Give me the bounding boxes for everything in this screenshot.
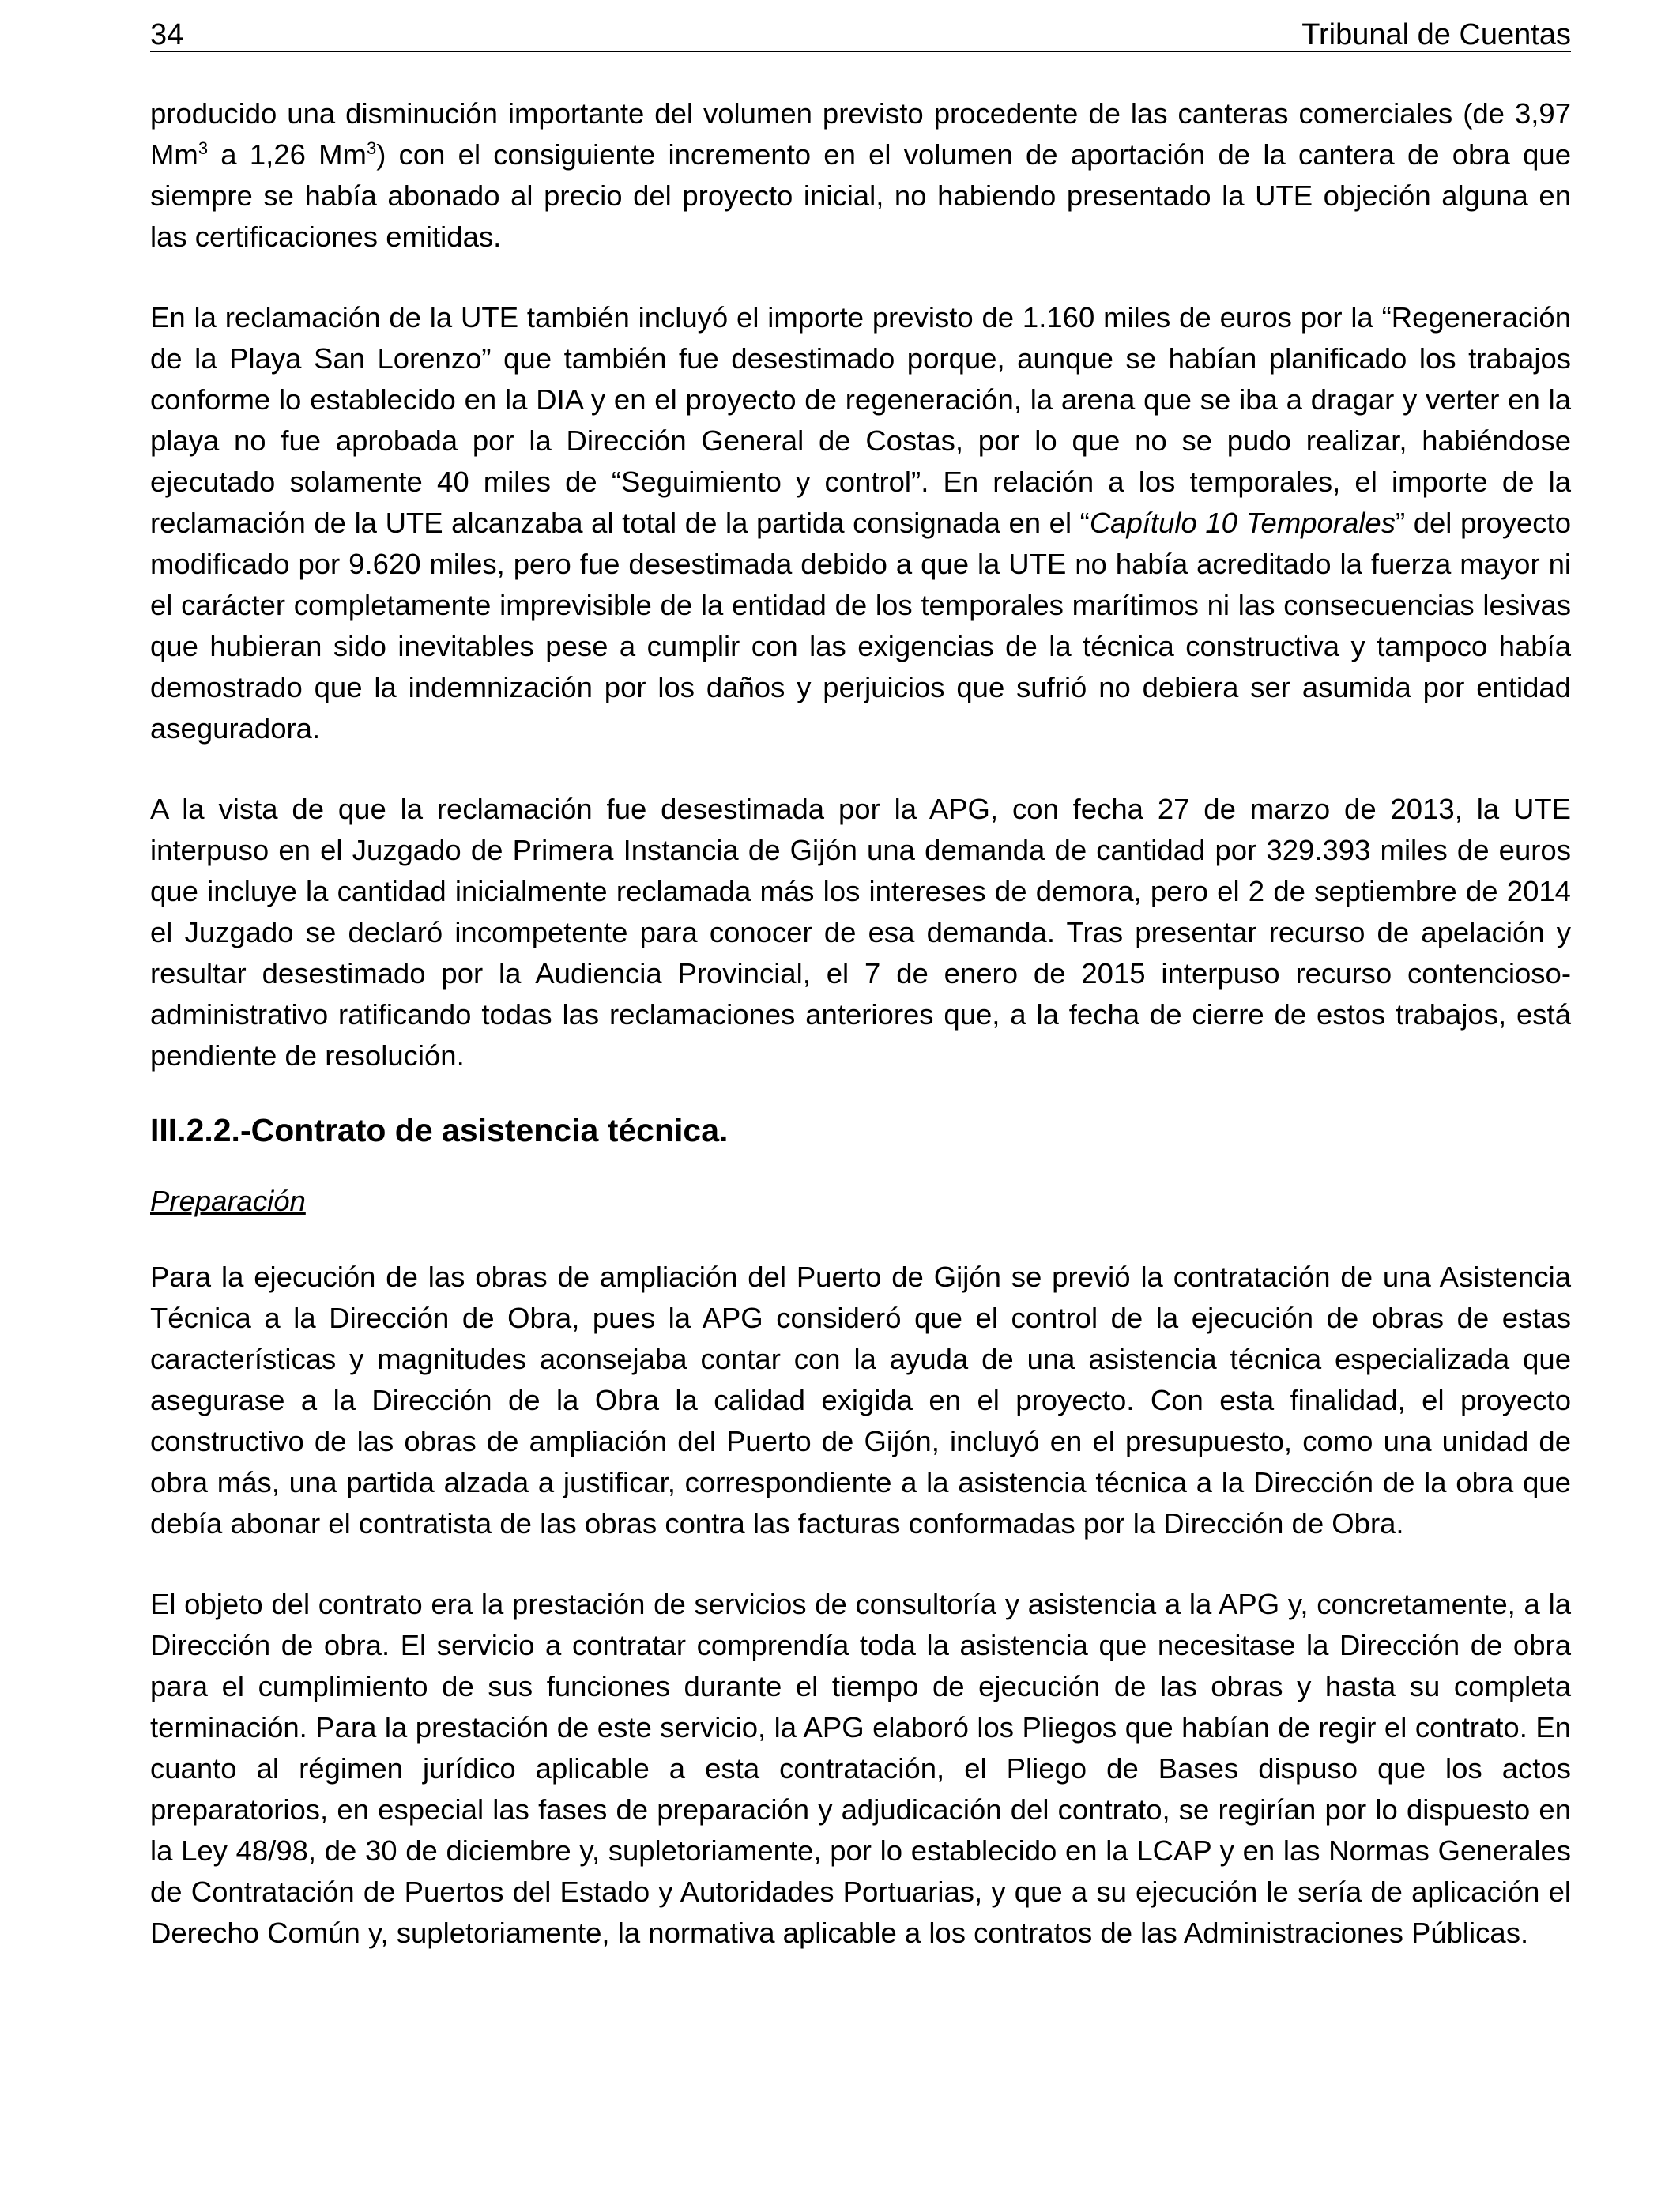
paragraph-2-part-a: En la reclamación de la UTE también incluyó el importe previsto de 1.160 miles de euros por la “Regeneración de la Playa San Lorenzo” que también fue desestimado porque, aunque se habían planificado los trabajos conforme lo establecido en la DIA y en el proyecto de regeneración, la arena que se iba a dragar y verter en la playa no fue aprobada por la Dirección General de Costas, por lo que no se pudo realizar, habiéndose ejecutado solamente 40 miles de “Seguimiento y control”. En relación a los temporales, el importe de la reclamación de la UTE alcanzaba al total de la partida consignada en el “ bbox=[150, 301, 1571, 539]
subheading: Preparación bbox=[150, 1185, 306, 1217]
page-number: 34 bbox=[150, 18, 184, 51]
paragraph-1 bbox=[150, 93, 1571, 258]
page-header bbox=[150, 9, 1571, 52]
section-heading: III.2.2.-Contrato de asistencia técnica. bbox=[150, 1112, 729, 1148]
paragraph-5: El objeto del contrato era la prestación de servicios de consultoría y asistencia a la APG y, concretamente, a la Dirección de obra. El servicio a contratar comprendía toda la asistencia que necesitase la Dirección de obra para el cumplimiento de sus funciones durante el tiempo de ejecución de las obras y hasta su completa terminación. Para la prestación de este servicio, la APG elaboró los Pliegos que habían de regir el contrato. En cuanto al régimen jurídico aplicable a esta contratación, el Pliego de Bases dispuso que los actos preparatorios, en especial las fases de preparación y adjudicación del contrato, se regirían por lo dispuesto en la Ley 48/98, de 30 de diciembre y, supletoriamente, por lo establecido en la LCAP y en las Normas Generales de Contratación de Puertos del Estado y Autoridades Portuarias, y que a su ejecución le sería de aplicación el Derecho Común y, supletoriamente, la normativa aplicable a los contratos de las Administraciones Públicas. bbox=[150, 1588, 1571, 1949]
paragraph-3: A la vista de que la reclamación fue desestimada por la APG, con fecha 27 de marzo de 2013, la UTE interpuso en el Juzgado de Primera Instancia de Gijón una demanda de cantidad por 329.393 miles de euros que incluye la cantidad inicialmente reclamada más los intereses de demora, pero el 2 de septiembre de 2014 el Juzgado se declaró incompetente para conocer de esa demanda. Tras presentar recurso de apelación y resultar desestimado por la Audiencia Provincial, el 7 de enero de 2015 interpuso recurso contencioso-administrativo ratificando todas las reclamaciones anteriores que, a la fecha de cierre de estos trabajos, está pendiente de resolución. bbox=[150, 793, 1571, 1072]
paragraph-4: Para la ejecución de las obras de ampliación del Puerto de Gijón se previó la contratación de una Asistencia Técnica a la Dirección de Obra, pues la APG consideró que el control de la ejecución de obras de estas características y magnitudes aconsejaba contar con la ayuda de una asistencia técnica especializada que asegurase a la Dirección de la Obra la calidad exigida en el proyecto. Con esta finalidad, el proyecto constructivo de las obras de ampliación del Puerto de Gijón, incluyó en el presupuesto, como una unidad de obra más, una partida alzada a justificar, correspondiente a la asistencia técnica a la Dirección de la obra que debía abonar el contratista de las obras contra las facturas conformadas por la Dirección de Obra. bbox=[150, 1261, 1571, 1540]
paragraph-2-italic: Capítulo 10 Temporales bbox=[1089, 507, 1396, 539]
superscript-2: 3 bbox=[366, 138, 377, 158]
paragraph-1-part-c: ) con el consiguiente incremento en el volumen de aportación de la cantera de obra que siempre se había abonado al precio del proyecto inicial, no habiendo presentado la UTE objeción alguna en las certificaciones emitidas. bbox=[150, 138, 1571, 253]
paragraph-2-part-b: ” del proyecto modificado por 9.620 miles, pero fue desestimada debido a que la UTE no había acreditado la fuerza mayor ni el carácter completamente imprevisible de la entidad de los temporales marítimos ni las consecuencias lesivas que hubieran sido inevitables pese a cumplir con las exigencias de la técnica constructiva y tampoco había demostrado que la indemnización por los daños y perjuicios que sufrió no debiera ser asumida por entidad aseguradora. bbox=[150, 507, 1571, 745]
paragraph-1-part-b: a 1,26 Mm bbox=[208, 138, 367, 171]
superscript-1: 3 bbox=[198, 138, 209, 158]
running-title: Tribunal de Cuentas bbox=[1301, 18, 1571, 51]
document-body bbox=[150, 93, 1571, 1993]
paragraph-1-part-a: producido una disminución importante del volumen previsto procedente de las canteras comerciales (de 3,97 Mm bbox=[150, 97, 1571, 171]
paragraph-2 bbox=[150, 297, 1571, 749]
